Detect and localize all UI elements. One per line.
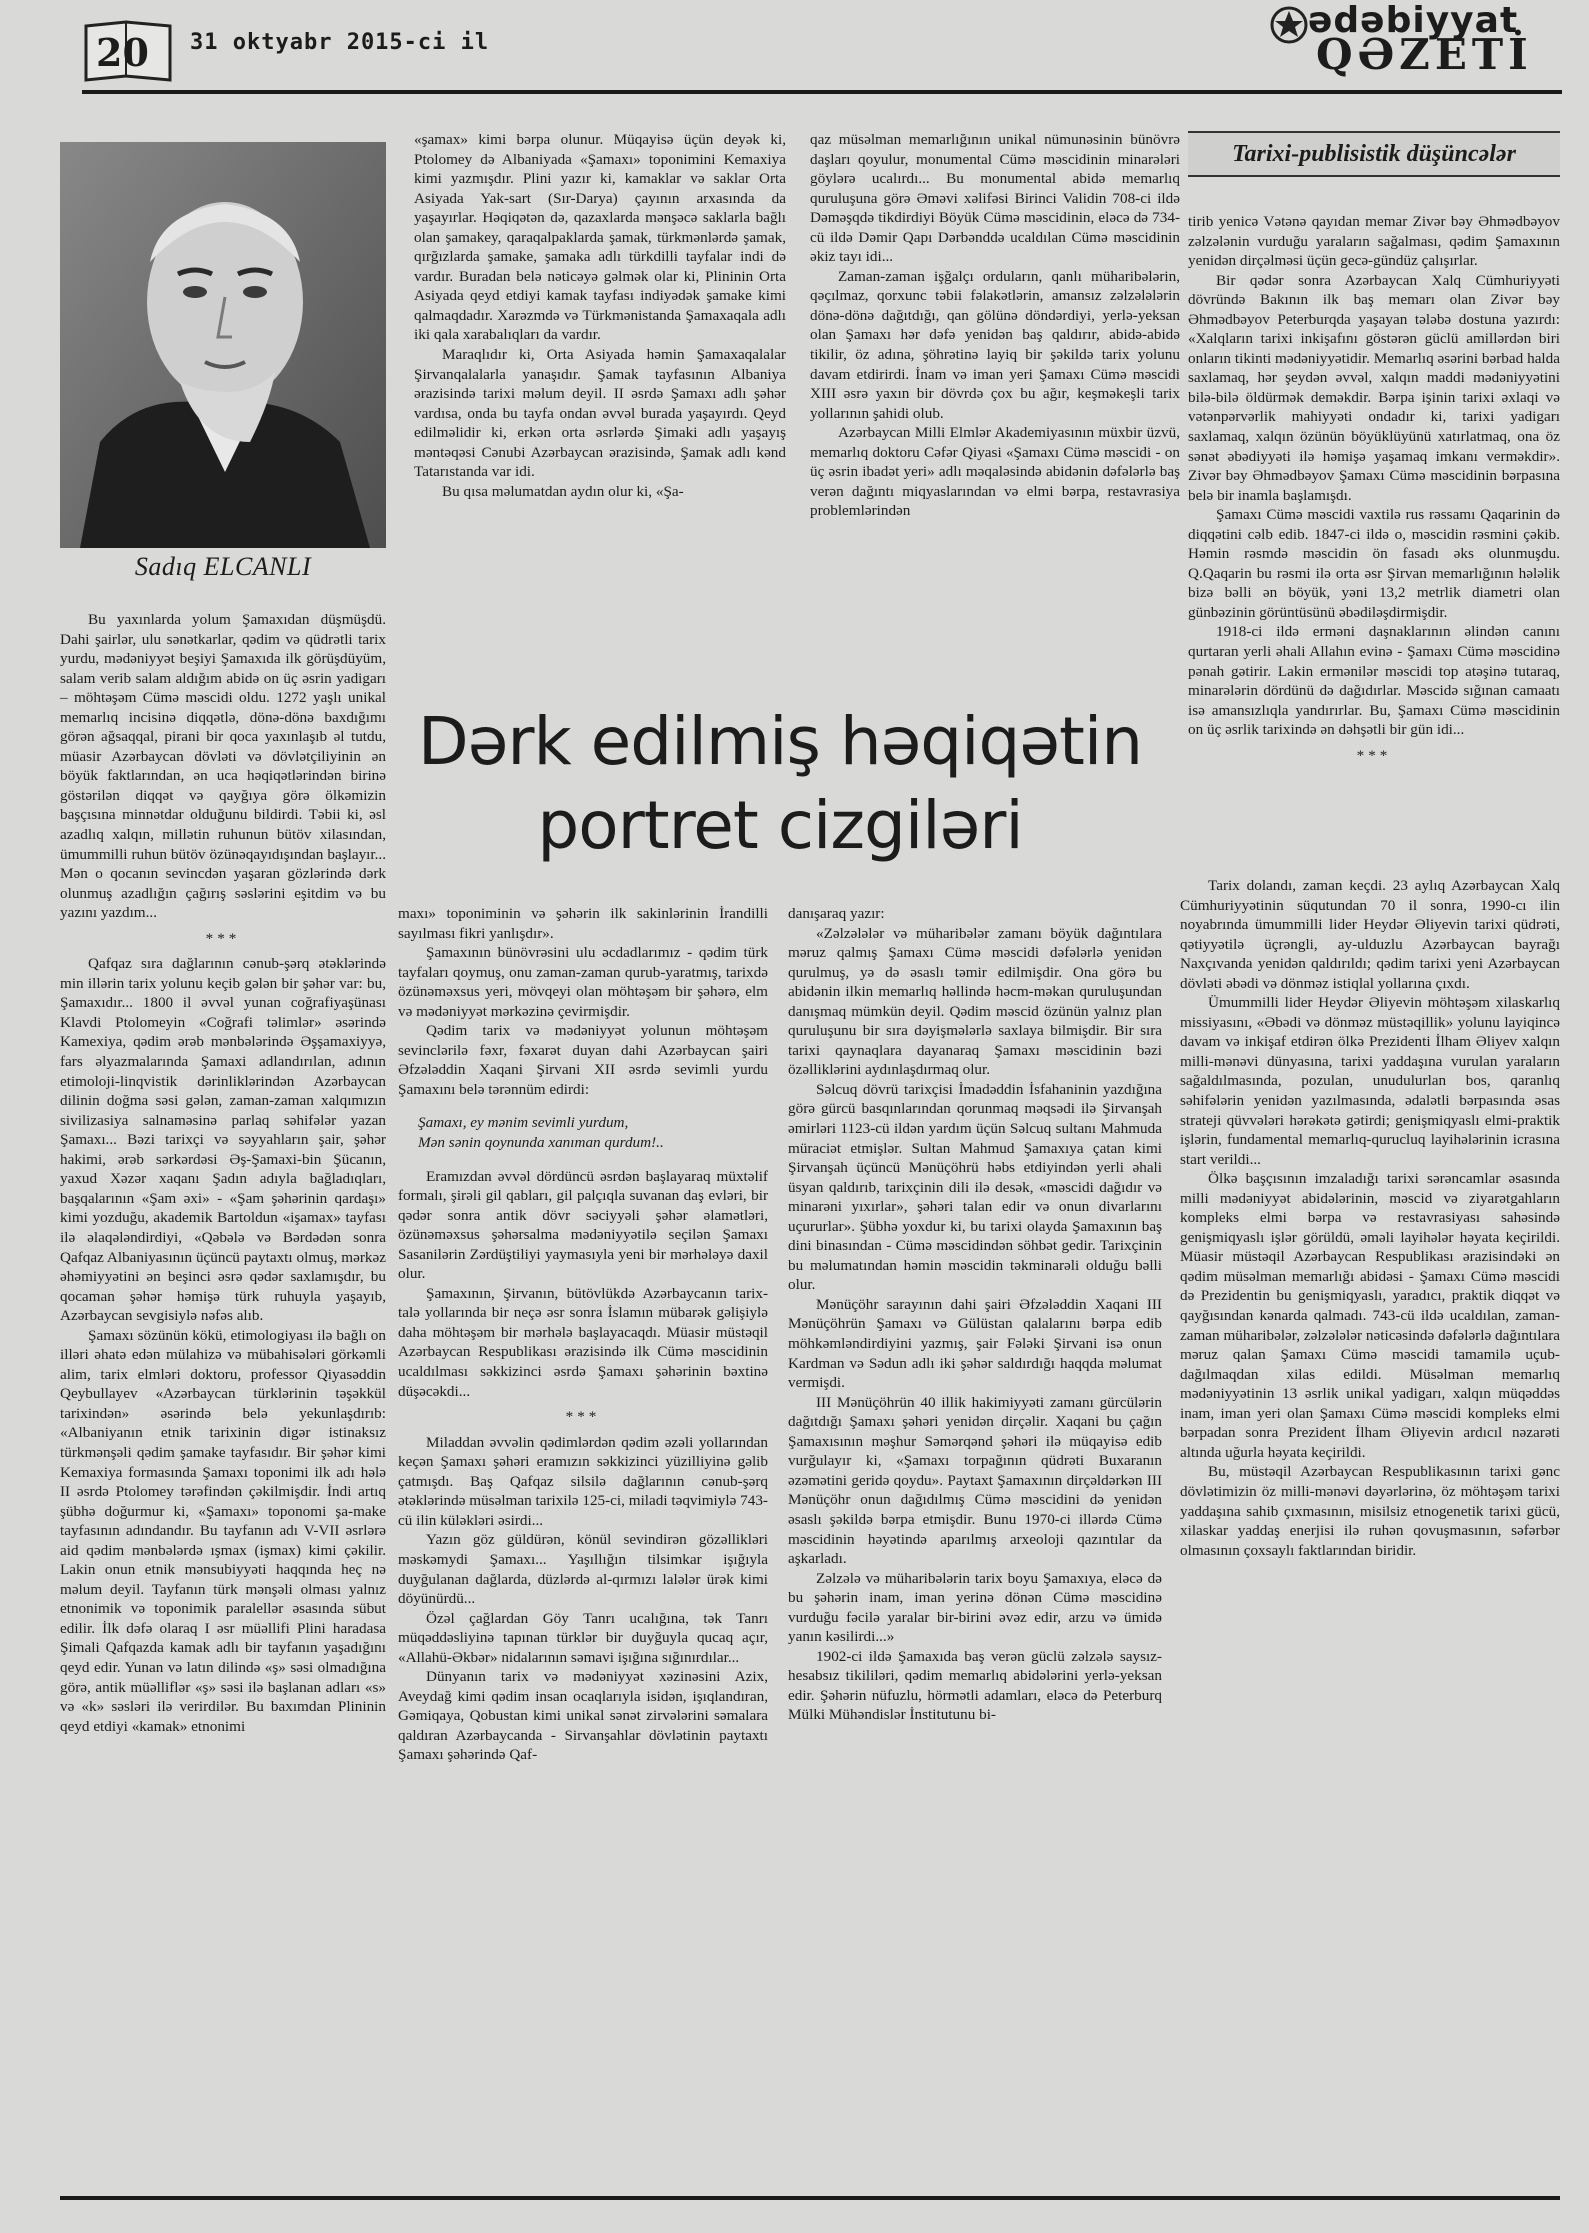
paragraph: 1902-ci ildə Şamaxıda baş verən güclü zəlzələ saysız-hesabsız tikililəri, qədim memarlıq abidələrini yerlə-yeksan edir. Şəhərin nüfuzlu, hörmətli adamları, eləcə də Peterburq Mülki Mühəndislər İnstitutunu bi- xyxy=(788,1647,1162,1724)
column-4-lower xyxy=(1180,876,1560,1560)
paragraph: Bu yaxınlarda yolum Şamaxıdan düşmüşdü. Dahi şairlər, ulu sənətkarlar, qədim və qüdrətli tarix yurdu, mədəniyyət beşiyi Şamaxıda ilk görüşdüyüm, salam verib salam aldığım abidə on üç əsrin yadigarı – möhtəşəm Cümə məscidi oldu. 1272 yaşlı unikal memarlıq incisinə diqqətlə, dönə-dönə baxdığımı görən ağsaqqal, pirani bir qoca yaxınlaşıb əl tutdu, müasir Azərbaycan dövləti və dövlətçiliyinin ən böyük faktlarından, ən uca həqiqətlərindən birinə göstərilən diqqət və qayğıya görə ölkəmizin başçısına minnətdar olduğunu bildirdi. Təbii ki, əsl azadlıq xalqın, millətin ruhunun bütöv xilasından, ümummilli ruhun bütöv özünəqayıdışından başlayır... Mən o qocanın sevincdən yaşaran gözlərində dərk olunmuş azadlığın çağırış səslərini eşitdim və bu yazını yazdım... xyxy=(60,611,386,922)
logo-top-text: ədəbiyyat xyxy=(1308,0,1519,41)
poem-verse: Şamaxı, ey mənim sevimli yurdum, Mən sənin qoynunda xanıman qurdum!.. xyxy=(418,1114,664,1152)
paragraph: Zaman-zaman işğalçı orduların, qanlı müharibələrin, qəçılmaz, qorxunc təbii fəlakətlərin, amansız zəlzələlərin dönə-dönə dağıtdığı, qan gölünə döndərdiyi, yerlə-yeksan olan Şamaxı hər dəfə yenidən baş qaldırır, abidə-abidə tikilir, öz adına, şöhrətinə layiq bir şəkildə tarix yolunu davam etdirirdi. İnam və iman yeri Şamaxı Cümə məscidi XIII əsrə yaxın bir dövrdə çox bu ağır, keşməkeşli tarix yollarının şahidi olub. xyxy=(810,267,1180,422)
author-name: Sadıq ELCANLI xyxy=(134,552,312,581)
paragraph: Səlcuq dövrü tarixçisi İmadəddin İsfahaninin yazdığına görə gürcü basqınlarından qorunmaq məqsədi ilə Şirvanşah əmirləri 1123-cü ildən yardım üçün Səlcuq sultanı Mahmuda müraciət etmişlər. Sultan Mahmud Şamaxıya çatan kimi Şirvanşah üçüncü Mənüçöhrü həbs etdiyindən yerli əhali üsyan qaldırıb, tarixçinin dili ilə desək, «məscidi dağıdır və minarəni yıxırlar», şəhəri talan edir və onun divarlarını uçururlar». Şübhə yoxdur ki, bu tarixi olayda Şamaxının baş dini binasından - Cümə məscidindən söhbət gedir. Tarixçinin bu məlumatından həmin məscidin təkminarəli olduğu bəlli olur. xyxy=(788,1080,1162,1294)
paragraph: Şamaxı Cümə məscidi vaxtilə rus rəssamı Qaqarinin də diqqətini cəlb edib. 1847-ci ildə o, məscidin rəsmini çəkib. Həmin rəsmdə məscidin ön fasadı əks olunmuşdu. Q.Qaqarin bu rəsmi ilə orta əsr Şirvan memarlığının hələlik bizə bəlli ən böyük, yəni 13,2 metrlik diametri olan günbəzinin görüntüsünü əbədiləşdirmişdir. xyxy=(1188,506,1560,621)
column-2 xyxy=(414,130,786,501)
paragraph: maxı» toponiminin və şəhərin ilk sakinlərinin İrandilli sayılması fikri yanlışdır». xyxy=(398,905,768,942)
paragraph: qaz müsəlman memarlığının unikal nümunəsinin bünövrə daşları qoyulur, monumental Cümə məscidinin minarələri göylərə ucalırdı... Bu monumental abidə memarlıq quruluşuna görə Əməvi xəlifəsi Birinci Validin 708-ci ildə Dəməşqdə tikdirdiyi Böyük Cümə məscidinin, eləcə də 734-cü ildə Dəmir Qapı Dərbənddə ucaldılan Cümə məscidinin əkiz tayı idi... xyxy=(810,131,1180,266)
column-2-lower xyxy=(398,904,768,1765)
section-tag xyxy=(1188,131,1560,177)
paragraph: Tarix dolandı, zaman keçdi. 23 aylıq Azərbaycan Xalq Cümhuriyyətinin süqutundan 70 il sonra, 1990-cı ilin noyabrında ümummilli lider Heydər Əliyevin tarixi qüdrəti, qətiyyətilə üçrəngli, ay-ulduzlu Azərbaycan bayrağı Naxçıvanda yenidən qaldırıldı; qədim tarixi yeni Azərbaycan dövləti əbədi və dönməz istiqlal yollarına çıxdı. xyxy=(1180,877,1560,992)
paragraph: Dünyanın tarix və mədəniyyət xəzinəsini Azix, Aveydağ kimi qədim insan ocaqlarıyla isidən, işıqlandıran, Gəmiqaya, Qobustan kimi unikal sənət zirvələrini səmalara qaldıran Azərbaycanda - Sirvanşahlar dövlətinin paytaxtı Şamaxı şəhərində Qaf- xyxy=(398,1668,768,1764)
page-number-box xyxy=(82,18,174,84)
paragraph: Bu, müstəqil Azərbaycan Respublikasının tarixi gənc dövlətimizin öz milli-mənəvi dəyərlərinə, öz möhtəşəm tarixi yaddaşına sahib çıxmasının, misilsiz etnogenetik tarixi gücü, xilaskar yaddaş enerjisi ilə ruhən qovuşmasının, səfərbər olmasının çoxsaylı faktlarından biridir. xyxy=(1180,1463,1560,1559)
star-emblem-icon xyxy=(1268,4,1310,46)
title-line-1: Dərk edilmiş həqiqətin xyxy=(417,703,1143,780)
article-title xyxy=(398,700,1162,868)
paragraph: «Zəlzələlər və müharibələr zamanı böyük dağıntılara məruz qalmış Şamaxı Cümə məscidi dəfələrlə yenidən qurulmuş, yə də əsaslı təmir edilmişdir. Ona görə bu abidənin ilkin memarlıq həllində həcm-məkan quruluşundan danışmaq mümkün deyil. Qədim məscid özünün yalnız plan quruluşunu bir sıra dəyişmələrlə saxlaya bilmişdir. Bir sıra tarixi qaynaqlara dayanaraq Şamaxı məscidinin bəzi özəlliklərini aydınlaşdırmaq olur. xyxy=(788,924,1162,1079)
bottom-rule xyxy=(60,2196,1560,2200)
header-rule xyxy=(82,90,1562,94)
column-4 xyxy=(1188,212,1560,771)
title-line-2: portret cizgiləri xyxy=(537,787,1023,864)
issue-date: 31 oktyabr 2015-ci il xyxy=(190,30,490,55)
column-3-lower xyxy=(788,904,1162,1725)
paragraph: Qafqaz sıra dağlarının cənub-şərq ətəklərində min illərin tarix yolunu keçib gələn bir şəhər var: bu, Şamaxıdır... 1800 il əvvəl yunan coğrafiyaşünası Klavdi Ptolomeyin «Coğrafi təlimlər» əsərində Kamexiya, qədim ərəb mənbələrində Əşşamaxiyyə, fars əlyazmalarında Şamaxi adlandırılan, adının etimoloji-linqvistik dərinliklərindən Azərbaycan dilinin doğma səsi gələn, zaman-zaman xalqımızın sivilizasiya salnaməsinə parlaq səhifələr yazan Şamaxı... Bəzi tarixçi və səyyahların şair, şəhər hakimi, ərəb sərkərdəsi Əş-Şamaxi-bin Şücanın, yaxud Xəzər xaqanı Şadın adıyla bağladıqları, başqalarının «Şam əxi» - «Şam şəhərinin qardaşı» kimi yozduğu, akademik Bartoldun «işamax» tayfası ilə əlaqələndirdiyi, «Qəbələ və Bərdədən sonra Qafqaz Albaniyasının üçüncü paytaxtı olmuş, mərkəz əhəmiyyətini ən beşinci əsrə qədər saxlamışdır, bu qocaman şəhər həmişə türk ruhuyla yaşayıb, Azərbaycan sevgisiylə nəfəs alıb. xyxy=(60,955,386,1325)
paragraph: «şamax» kimi bərpa olunur. Müqayisə üçün deyək ki, Ptolomey də Albaniyada «Şamaxı» toponimini Kemaxiya kimi yazmışdır. Plini yazır ki, kamaklar və saklar Orta Asiyada Yak-sart (Sır-Darya) çayının arxasında da yaşayırlar. Həqiqətən də, qazaxlarda mənşəcə saklarla bağlı olan şamakey, qaraqalpaklarda şamak, türkmənlərdə şamak, qırğızlarda şamake, şamaka adlı türkdilli tayfalar indi də vardır. Buradan belə nəticəyə gəlmək olar ki, Plininin Orta Asiyada qeyd etdiyi kamak tayfası indiyədək şamake kimi qalmaqdadır. Xarəzmdə və Türkmənistanda Şamaxaqala adlı iki qala xarabalıqları da vardır. xyxy=(414,131,786,344)
paragraph: tirib yenicə Vətənə qayıdan memar Zivər bəy Əhmədbəyov zəlzələnin vurduğu yaraların sağalması, qədim Şamaxının yenidən dirçəlməsi üçün gecə-gündüz çalışırlar. xyxy=(1188,213,1560,270)
paragraph: Bir qədər sonra Azərbaycan Xalq Cümhuriyyəti dövründə Bakının ilk baş memarı olan Zivər bəy Əhmədbəyov Peterburqda yaşayan tələbə dostuna yazırdı: «Xalqların tarixi inkişafını göstərən güclü amillərdən biri onların tikinti mədəniyyətidir. Memarlıq əsərini bərbad halda saxlamaq, hər şeydən əvvəl, xalqın maddi mədəniyyətini bilə-bilə öldürmək deməkdir. Bərpa işinin tarixi əxlaqi və vətənpərvərlik mahiyyəti ondadır ki, tarixi yadigarı saxlamaq, xalqın özünün böyüklüyünü xatırlatmaq, ona öz sənət əbədiyyəti ilə həmişə yaşamaq imkanı verməkdir». Zivər bəy Əhmədbəyov Şamaxı Cümə məscidinin bərpasına belə bir inamla başlamışdı. xyxy=(1188,271,1560,504)
paragraph: Ölkə başçısının imzaladığı tarixi sərəncamlar əsasında milli mədəniyyət abidələrinin, məscid və ziyarətgahların kompleks elmi bərpa və restavrasiyası sahəsində genişmiqyaslı işlər görüldü, əməli layihələr həyata keçirildi. Müasir müstəqil Azərbaycan Respublikası ərazisindəki ən qədim müsəlman memarlığı abidəsi - Şamaxı Cümə məscidi də Prezidentin bu genişmiqyaslı, yaradıcı, praktik diqqət və qayğısından kənarda qalmadı. 743-cü ildə ucaldılan, zaman-zaman müharibələr, zəlzələlər nəticəsində dəfələrlə dağıntılara məruz qalan Şamaxı Cümə məscidi tamamilə uçub-dağılmaqdan xilas edildi. Müsəlman memarlıq mədəniyyətinin 13 əsrlik unikal yadigarı, xalqın müqəddəs inam, iman yeri olan Şamaxı Cümə məscidi kompleks elmi bərpadan sonra Prezident İlham Əliyevin ardıcıl nəzarəti altında uğurla həyata keçirildi. xyxy=(1180,1170,1560,1461)
paragraph: Mənüçöhr sarayının dahi şairi Əfzələddin Xaqani III Mənüçöhrün Şamaxı və Gülüstan qalalarını bərpa edib möhkəmləndirdiyini yazmış, şair Fələki Şirvani isə onun Kardman və Sədun adlı iki şəhər saldırdığı haqqda məlumat vermişdi. xyxy=(788,1295,1162,1392)
paragraph: III Mənüçöhrün 40 illik hakimiyyəti zamanı gürcülərin dağıtdığı Şamaxı şəhəri yenidən dirçəlir. Xaqani bu çağın Şamaxısının məşhur Səmərqənd şəhəri ilə müqayisə edib vurğulayır ki, «Şamaxı torpağının qüdrəti Buxaranın əzəmətini geridə qoydu». Paytaxt Şamaxının dirçəldərkən III Mənüçöhr onun dağıdılmış Cümə məscidini də yenidən əsaslı şəkildə bərpa etmişdir. Bunu 1970-ci illərdə Cümə məscidinin həyətində aparılmış arxeoloji qazıntılar da aşkarladı. xyxy=(788,1393,1162,1568)
paragraph: Eramızdan əvvəl dördüncü əsrdən başlayaraq müxtəlif formalı, şirəli gil qabları, gil palçıqla suvanan daş evləri, bir qədər sonra antik dövr səciyyəli şəhər əlamətləri, özünəməxsus şəhərsalma mədəniyyətilə seçilən Şamaxı Sasanilərin Zərdüştiliyi yaymasıyla yeni bir mərhələyə daxil olur. xyxy=(398,1167,768,1283)
paragraph: Qədim tarix və mədəniyyət yolunun möhtəşəm sevinclərilə fəxr, fəxarət duyan dahi Azərbaycan şairi Əfzələddin Xaqani Şirvani XII əsrdə sevimli yurdu Şamaxını belə tərənnüm edirdi: xyxy=(398,1022,768,1098)
paragraph: Şamaxının bünövrəsini ulu əcdadlarımız - qədim türk tayfaları qoymuş, onu zaman-zaman qurub-yaratmış, tarixdə özünəməxsus yeri, mövqeyi olan möhtəşəm bir şəhərə, elm və mədəniyyət mərkəzinə çevirmişdir. xyxy=(398,944,768,1020)
author-portrait-image xyxy=(60,142,386,548)
paragraph: Şamaxının, Şirvanın, bütövlükdə Azərbaycanın tarix-talə yollarında bir neçə əsr sonra İslamın mübarək gəlişiylə daha möhtəşəm bir mərhələ başlayacaqdı. Müasir müstəqil Azərbaycan Respublikası ərazisində ilk Cümə məscidinin ucaldılması səkkizinci əsrdə Şamaxı şəhərinin bəxtinə düşəcəkdi... xyxy=(398,1284,768,1400)
column-3 xyxy=(810,130,1180,521)
paragraph: Zəlzələ və müharibələrin tarix boyu Şamaxıya, eləcə də bu şəhərin inam, iman yerinə dönən Cümə məscidinə vurduğu fəcilə yaralar bir-birini əvəz edir, arzu və ümidə yanın kəsilirdi...» xyxy=(788,1569,1162,1646)
paragraph: Şamaxı sözünün kökü, etimologiyası ilə bağlı on illəri əhatə edən mülahizə və mübahisələri görkəmli alim, tarix elmləri doktoru, professor Qiyasəddin Qeybullayev «Azərbaycan türklərinin təşəkkül tarixindən» əsərində belə yekunlaşdırıb: «Albaniyanın etnik tarixinin digər istinaksız türkmənşəli qədim şamake tayfasıdır. Bir şəhər kimi Kemaxiya formasında Şamaxı toponimi ilk adı hələ II əsrdə Ptolomey tərəfindən çəkilmişdir. İndi artıq şübhə doğurmur ki, «Şamaxı» toponomi şa-make tayfasının adındandır. Bu tayfanın adı V-VII əsrlərə aid qədim mənbələrdə ışmax (işmax) kimi çəkilir. Lakin onun etnik mənsubiyyəti haqqında heç nə məlum deyil. Tayfanın türk mənşəli olması yalnız etnonimik və toponimik paralellər əsasında sübut edilir. İlk dəfə olaraq I əsr müəllifi Plini haradasa Şimali Qafqazda kamak adlı bir tayfanın yaşadığını qeyd edir. Yunan və latın dilində «ş» səsi olmadığına görə, antik müəlliflər «ş» səsi ilə başlanan adları «s» və «k» səsləri ilə verirdilər. Bu baxımdan Plininin qeyd etdiyi «kamak» etnonimi xyxy=(60,1326,386,1735)
author-photo xyxy=(60,142,386,548)
newspaper-logo xyxy=(1268,0,1538,80)
section-tag-label: Tarixi-publisistik düşüncələr xyxy=(1232,141,1516,167)
paragraph: Yazın göz güldürən, könül sevindirən gözəllikləri məskəmydi Şamaxı... Yaşıllığın tilsimkar işığıyla duyğulanan dağlarda, düzlərdə al-qırmızı lalələr ürək kimi döyünürdü... xyxy=(398,1531,768,1608)
paragraph: Bu qısa məlumatdan aydın olur ki, «Şa- xyxy=(442,482,684,500)
section-separator: *** xyxy=(205,929,241,947)
paragraph: 1918-ci ildə erməni daşnaklarının əlindən canını qurtaran yerli əhali Allahın evinə - Şamaxı Cümə məscidinə pənah gətirir. Lakin ermənilər məscidi top atəşinə tutaraq, minarələrin dördünü də dağıdırlar. Məscidə sığınan camaatı isə amansızlıqla yandırırlar. Bu, Şamaxı Cümə məscidinin on üç əsrlik tarixində ən dəhşətli bir gün idi... xyxy=(1188,623,1560,739)
page-header xyxy=(0,0,1589,95)
paragraph: danışaraq yazır: xyxy=(788,905,885,922)
paragraph: Özəl çağlardan Göy Tanrı ucalığına, tək Tanrı müqəddəsliyinə tapınan türklər bir duyğuyla qucaq açır, «Allahü-Əkbər» nidalarının səmavi işığına sığınırdılar... xyxy=(398,1609,768,1666)
column-1 xyxy=(60,610,386,1736)
paragraph: Miladdan əvvəlin qədimlərdən qədim əzəli yollarından keçən Şamaxı şəhəri eramızın səkkizinci yüzilliyinə gəlib çatmışdı. Baş Qafqaz silsilə dağlarının cənub-şərq ətəklərində müsəlman tarixilə 125-ci, miladi təqvimiylə 743-cü ilin küləkləri əsirdi... xyxy=(398,1433,768,1529)
paragraph: Ümummilli lider Heydər Əliyevin möhtəşəm xilaskarlıq missiyasını, «Əbədi və dönməz müstəqillik» yolunu layiqincə davam və inkişaf etdirən ölkə Prezidenti İlham Əliyev xalqın milli-mənəvi dünyasına, tarixi yaddaşına vurulan yaraların sağaldılmasında, pozulan, unudulurlan bos, qaranlıq səhifələrin yenidən yazılmasında, ədalətli bərpasında əsas strateji qüvvələri hərəkətə gətirdi; genişmiqyaslı elmi-praktik işlərin, fundamental memarlıq-qurucluq layihələrinin icrasına start verildi... xyxy=(1180,994,1560,1168)
section-separator: *** xyxy=(1356,746,1392,764)
paragraph: Maraqlıdır ki, Orta Asiyada həmin Şamaxaqalalar Şirvanqalalarla yanaşıdır. Şamak tayfasının Albaniya ərazisində tarixi məlum deyil. II əsrdə Şamaxı adlı şəhər vardısa, onda bu tayfa ondan əvvəl burada yaşayırdı. Qeyd edilməlidir ki, erkən orta əsrlərdə Şimaki adlı yaşayış məntəqəsi Cənubi Azərbaycan ərazisində, Şamak adlı kənd Tatarıstanda var idi. xyxy=(414,346,786,481)
logo-bottom-text: QƏZETİ xyxy=(1316,30,1533,79)
page-number: 20 xyxy=(96,30,149,75)
section-separator: *** xyxy=(565,1408,601,1426)
paragraph: Azərbaycan Milli Elmlər Akademiyasının müxbir üzvü, memarlıq doktoru Cəfər Qiyasi «Şamaxı Cümə məscidi - on üç əsrin ibadət yeri» adlı məqaləsində abidənin dəfələrlə baş verən dağıntı miqyaslarından və elmi bərpa, restavrasiya problemlərindən xyxy=(810,424,1180,520)
